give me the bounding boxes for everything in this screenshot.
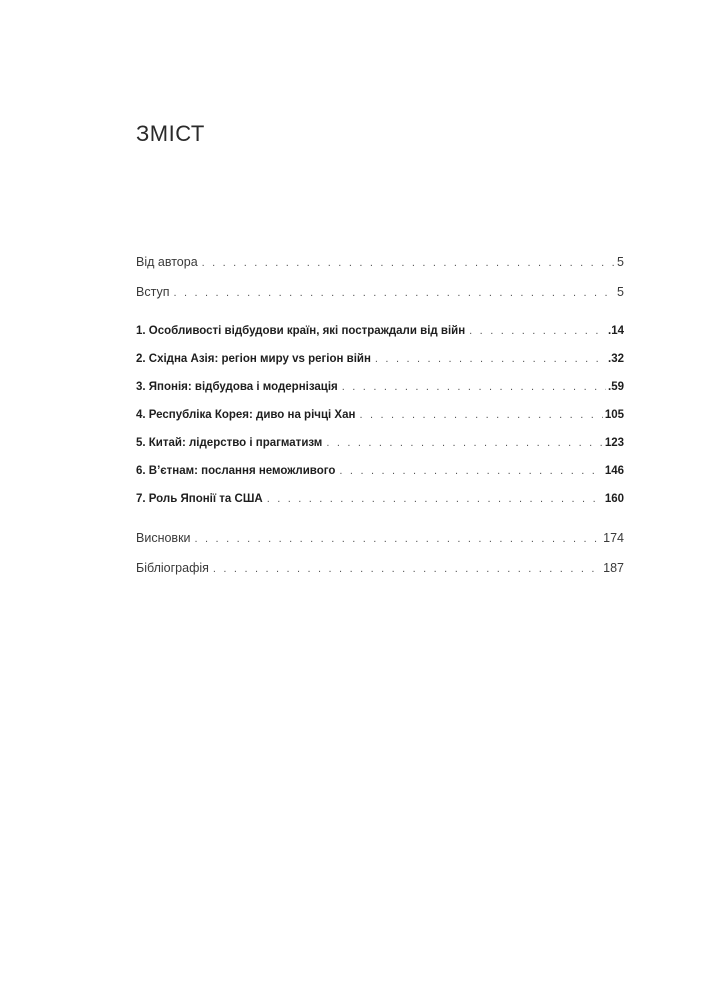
dot-leader <box>202 254 615 272</box>
toc-entry-label: 7. Роль Японії та США <box>136 493 263 505</box>
toc-entry-chapter-6[interactable] <box>136 462 624 480</box>
toc-entry-label: 4. Республіка Корея: диво на річці Хан <box>136 409 356 421</box>
dot-leader <box>359 406 602 424</box>
toc-entry-page: 123 <box>604 437 624 449</box>
toc-entry-chapter-4[interactable] <box>136 406 624 424</box>
toc-entry-label: Вступ <box>136 285 170 299</box>
toc-entry-label: 6. В’єтнам: послання неможливого <box>136 465 336 477</box>
toc-entry-chapter-3[interactable] <box>136 378 624 396</box>
toc-entry-page: 5 <box>617 285 624 299</box>
toc-entry-label: 2. Східна Азія: регіон миру vs регіон війн <box>136 353 371 365</box>
toc-entry-chapter-1[interactable] <box>136 322 624 340</box>
toc-entry-page: .32 <box>608 353 624 365</box>
toc-entry-from-author[interactable] <box>136 253 624 271</box>
toc-entry-label: 1. Особливості відбудови країн, які постраждали від війн <box>136 325 466 337</box>
dot-leader <box>195 530 602 548</box>
toc-entry-label: 3. Японія: відбудова і модернізація <box>136 381 338 393</box>
dot-leader <box>375 350 606 368</box>
toc-entry-chapter-7[interactable] <box>136 490 624 508</box>
toc-entry-label: 5. Китай: лідерство і прагматизм <box>136 437 323 449</box>
toc-entry-page: 146 <box>604 465 624 477</box>
dot-leader <box>339 462 602 480</box>
dot-leader <box>267 490 603 508</box>
toc-entry-page: .59 <box>608 381 624 393</box>
toc-entry-label: Бібліографія <box>136 561 209 575</box>
toc-entry-page: 187 <box>603 561 624 575</box>
toc-entry-page: 160 <box>604 493 624 505</box>
toc-entry-chapter-2[interactable] <box>136 350 624 368</box>
toc-entry-chapter-5[interactable] <box>136 434 624 452</box>
toc-entry-page: 105 <box>604 409 624 421</box>
dot-leader <box>342 378 606 396</box>
toc-entry-conclusions[interactable] <box>136 529 624 547</box>
dot-leader <box>173 284 615 302</box>
toc-entry-introduction[interactable] <box>136 283 624 301</box>
dot-leader <box>469 322 606 340</box>
toc-entry-page: .14 <box>608 325 624 337</box>
toc-entry-label: Висновки <box>136 531 191 545</box>
dot-leader <box>326 434 602 452</box>
page-title: ЗМІСТ <box>136 121 205 146</box>
toc-entry-page: 174 <box>603 531 624 545</box>
dot-leader <box>213 560 601 578</box>
toc-entry-bibliography[interactable] <box>136 559 624 577</box>
toc-entry-page: 5 <box>617 255 624 269</box>
toc-entry-label: Від автора <box>136 255 198 269</box>
